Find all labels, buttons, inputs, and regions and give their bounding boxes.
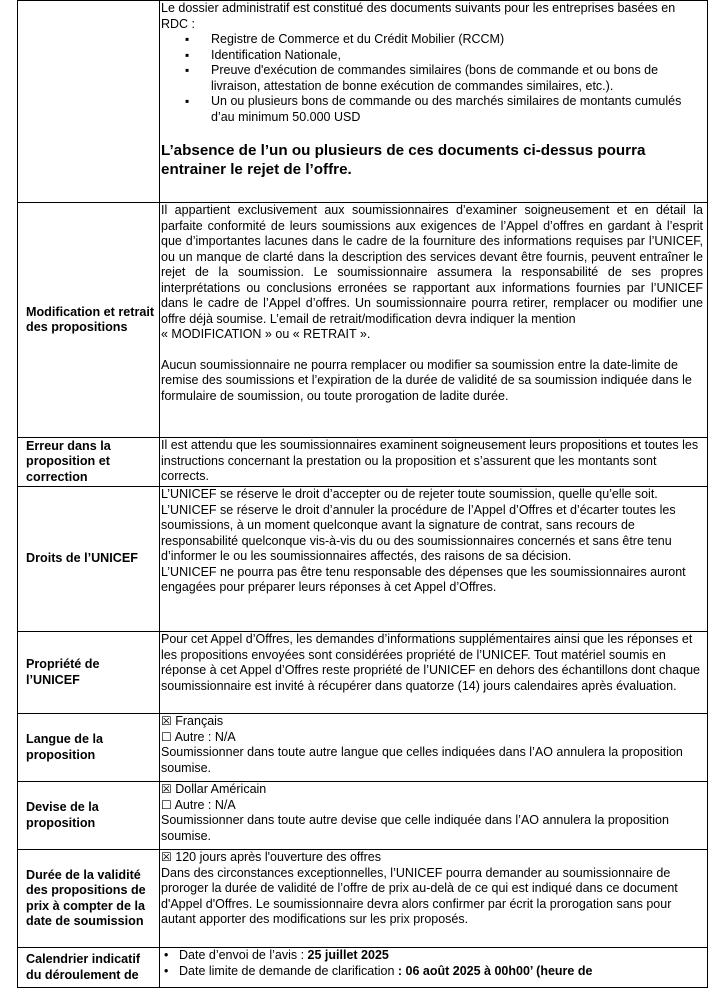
devise-option-unchecked: ☐ Autre : N/A (161, 797, 236, 812)
list-item: ▪ Un ou plusieurs bons de commande ou des marchés similaires de montants cumulés d’au minimum 50.000 USD (211, 94, 703, 125)
devise-option-checked: ☒ Dollar Américain (161, 782, 267, 796)
row-admin-docs (18, 1, 708, 203)
admin-warning: L’absence de l’un ou plusieurs de ces documents ci-dessus pourra entrainer le rejet de l’offre. (161, 142, 646, 178)
admin-content-cell (160, 1, 708, 203)
propriete-content: Pour cet Appel d’Offres, les demandes d’informations supplémentaires ainsi que les réponses et les propositions envoyées sont considérées propriété de l’UNICEF. Tout matériel soumis en réponse à cet Appel d’Offres reste propriété de l’UNICEF en dehors des échantillons dont chaque soumissionnaire est invité à récupérer dans quatorze (14) jours calendaires après évaluation. (160, 632, 708, 714)
list-item: ▪ Registre de Commerce et du Crédit Mobilier (RCCM) (211, 32, 703, 48)
calendrier-content (160, 948, 708, 988)
admin-intro: Le dossier administratif est constitué des documents suivants pour les entreprises basées en RDC : (161, 1, 676, 31)
list-item: • Date d’envoi de l’avis : 25 juillet 2025 (179, 948, 703, 964)
list-item: ▪ Preuve d'exécution de commandes similaires (bons de commande et ou bons de livraison, attestation de bonne exécution de commandes similaires, etc.). (211, 63, 703, 94)
langue-label: Langue de la proposition (18, 714, 160, 782)
row-erreur (18, 438, 708, 487)
checked-checkbox-icon[interactable]: ☒ (161, 714, 172, 728)
propriete-label: Propriété de l’UNICEF (18, 632, 160, 714)
validite-content (160, 850, 708, 948)
modification-para1: Il appartient exclusivement aux soumissionnaires d’examiner soigneusement et en détail la parfaite conformité de leurs soumissions aux exigences de l’Appel d’offres en gardant à l’esprit que d’importantes lacunes dans le cadre de la fourniture des informations requises par l’UNICEF, ou un manque de clarté dans la description des services devant être fournis, peuvent entraîner le rejet de la soumission. Le soumissionnaire assumera la responsabilité de ses propres interprétations ou conclusions erronées se rapportant aux informations fournies par l’UNICEF dans le cadre de l’Appel d’offres. Un soumissionnaire pourra retirer, remplacer ou modifier une offre déjà soumise. L’email de retrait/modification devra indiquer la mention (161, 203, 703, 326)
erreur-label: Erreur dans la proposition et correction (18, 438, 160, 487)
validite-label: Durée de la validité des propositions de prix à compter de la date de soumission (18, 850, 160, 948)
modification-para2: Aucun soumissionnaire ne pourra remplacer ou modifier sa soumission entre la date-limite de remise des soumissions et l’expiration de la durée de validité de sa soumission indiquée dans le formulaire de soumission, ou toute prorogation de ladite durée. (161, 357, 692, 403)
devise-label: Devise de la proposition (18, 782, 160, 850)
langue-option-checked: ☒ Français (161, 714, 224, 728)
langue-note: Soumissionner dans toute autre langue que celles indiquées dans l’AO annulera la proposition soumise. (161, 745, 683, 775)
checked-checkbox-icon[interactable]: ☒ (161, 850, 172, 864)
tender-conditions-table (17, 0, 708, 988)
erreur-content: Il est attendu que les soumissionnaires examinent soigneusement leurs propositions et toutes les instructions concernant la prestation ou la proposition et s’assurent que les montants sont corrects. (160, 438, 708, 487)
modification-label: Modification et retrait des propositions (18, 203, 160, 438)
langue-content (160, 714, 708, 782)
validite-text: Dans des circonstances exceptionnelles, l’UNICEF pourra demander au soumissionnaire de proroger la durée de validité de l’offre de prix au-delà de ce qui est indiqué dans ce document d'Appel d'Offres. Le soumissionnaire devra alors confirmer par écrit la prorogation sans pour autant apporter des modifications sur les prix proposés. (161, 865, 678, 926)
row-droits (18, 487, 708, 632)
row-devise (18, 782, 708, 850)
modification-para1-end: « MODIFICATION » ou « RETRAIT ». (161, 327, 371, 341)
droits-content (160, 487, 708, 632)
row-langue (18, 714, 708, 782)
admin-doc-list (161, 32, 703, 125)
modification-content (160, 203, 708, 438)
row-calendrier (18, 948, 708, 988)
droits-label: Droits de l’UNICEF (18, 487, 160, 632)
unchecked-checkbox-icon[interactable]: ☐ (161, 797, 172, 812)
list-item: • Date limite de demande de clarification : 06 août 2025 à 00h00’ (heure de (179, 964, 703, 980)
droits-para2: L’UNICEF ne pourra pas être tenu responsable des dépenses que les soumissionnaires auront engagées pour préparer leurs réponses à cet Appel d’Offres. (161, 564, 686, 594)
droits-para1: L’UNICEF se réserve le droit d’accepter ou de rejeter toute soumission, quelle qu’elle soit. L’UNICEF se réserve le droit d’annuler la procédure de l’Appel d’Offres et d’écarter toutes les soumissions, à un moment quelconque avant la signature de contrat, sans recours de responsabilité quelconque vis-à-vis du ou des soumissionnaires concernés et sans être tenu d’informer le ou les soumissionnaires affectés, des raisons de sa décision. (161, 487, 676, 563)
row-validite (18, 850, 708, 948)
calendrier-label: Calendrier indicatif du déroulement de (18, 948, 160, 988)
list-item: ▪ Identification Nationale, (211, 48, 703, 64)
devise-content (160, 782, 708, 850)
devise-note: Soumissionner dans toute autre devise que celle indiquée dans l’AO annulera la proposition soumise. (161, 813, 669, 843)
validite-option-checked: ☒ 120 jours après l'ouverture des offres (161, 850, 381, 864)
row-propriete (18, 632, 708, 714)
langue-option-unchecked: ☐ Autre : N/A (161, 729, 236, 744)
checked-checkbox-icon[interactable]: ☒ (161, 782, 172, 796)
calendrier-list (161, 948, 703, 979)
admin-label-cell (18, 1, 160, 203)
unchecked-checkbox-icon[interactable]: ☐ (161, 729, 172, 744)
row-modification (18, 203, 708, 438)
